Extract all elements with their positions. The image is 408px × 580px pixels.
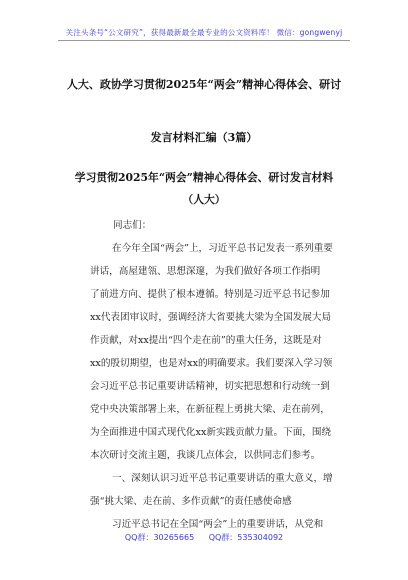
body-line: 在今年全国“两会”上，习近平总书记发表一系列重要 bbox=[112, 243, 333, 254]
body-line: 作贡献，对xx提出“四个走在前”的重大任务，这既是对 bbox=[90, 335, 322, 346]
body-line: 习近平总书记在全国“两会”上的重要讲话，从党和 bbox=[112, 519, 324, 530]
footer-contact bbox=[0, 532, 408, 543]
document-title-line-1: 人大、政协学习贯彻2025年“两会”精神心得体会、研讨 bbox=[66, 78, 342, 91]
body-line: 会习近平总书记重要讲话精神，切实把思想和行动统一到 bbox=[90, 381, 330, 392]
body-line: 为全面推进中国式现代化xx新实践贡献力量。下面，围绕 bbox=[90, 427, 332, 438]
body-line: xx的殷切期望，也是对xx的明确要求。我们要深入学习领 bbox=[90, 358, 333, 369]
header-banner: 关注头条号“公文研究”，获得最新最全最专业的公文资料库！ 微信：gongwenyj bbox=[65, 28, 343, 37]
body-line: 本次研讨交流主题，我谈几点体会，以供同志们参考。 bbox=[90, 450, 321, 461]
section-heading-line-2: 强“挑大梁、走在前、多作贡献”的责任感使命感 bbox=[90, 496, 292, 507]
header-divider bbox=[58, 40, 350, 41]
body-line: 了前进方向、提供了根本遵循。特别是习近平总书记参加 bbox=[90, 289, 330, 300]
document-title-line-2: 发言材料汇编（3篇） bbox=[150, 131, 258, 144]
section-title-line-1: 学习贯彻2025年“两会”精神心得体会、研讨发言材料 bbox=[74, 171, 334, 184]
salutation: 同志们： bbox=[113, 220, 152, 231]
body-line: xx代表团审议时，强调经济大省要挑大梁为全国发展大局 bbox=[90, 312, 332, 323]
section-title-line-2: （人大） bbox=[182, 193, 226, 206]
footer-qq-group-1: QQ群：30265665 bbox=[124, 533, 195, 542]
footer-qq-group-2: QQ群：535304092 bbox=[208, 533, 284, 542]
body-line: 讲话，高屋建瓴、思想深邃，为我们做好各项工作指明 bbox=[90, 266, 321, 277]
section-heading-line-1: 一、深刻认识习近平总书记重要讲话的重大意义，增 bbox=[112, 473, 333, 484]
body-line: 党中央决策部署上来，在新征程上勇挑大梁、走在前列， bbox=[90, 404, 330, 415]
